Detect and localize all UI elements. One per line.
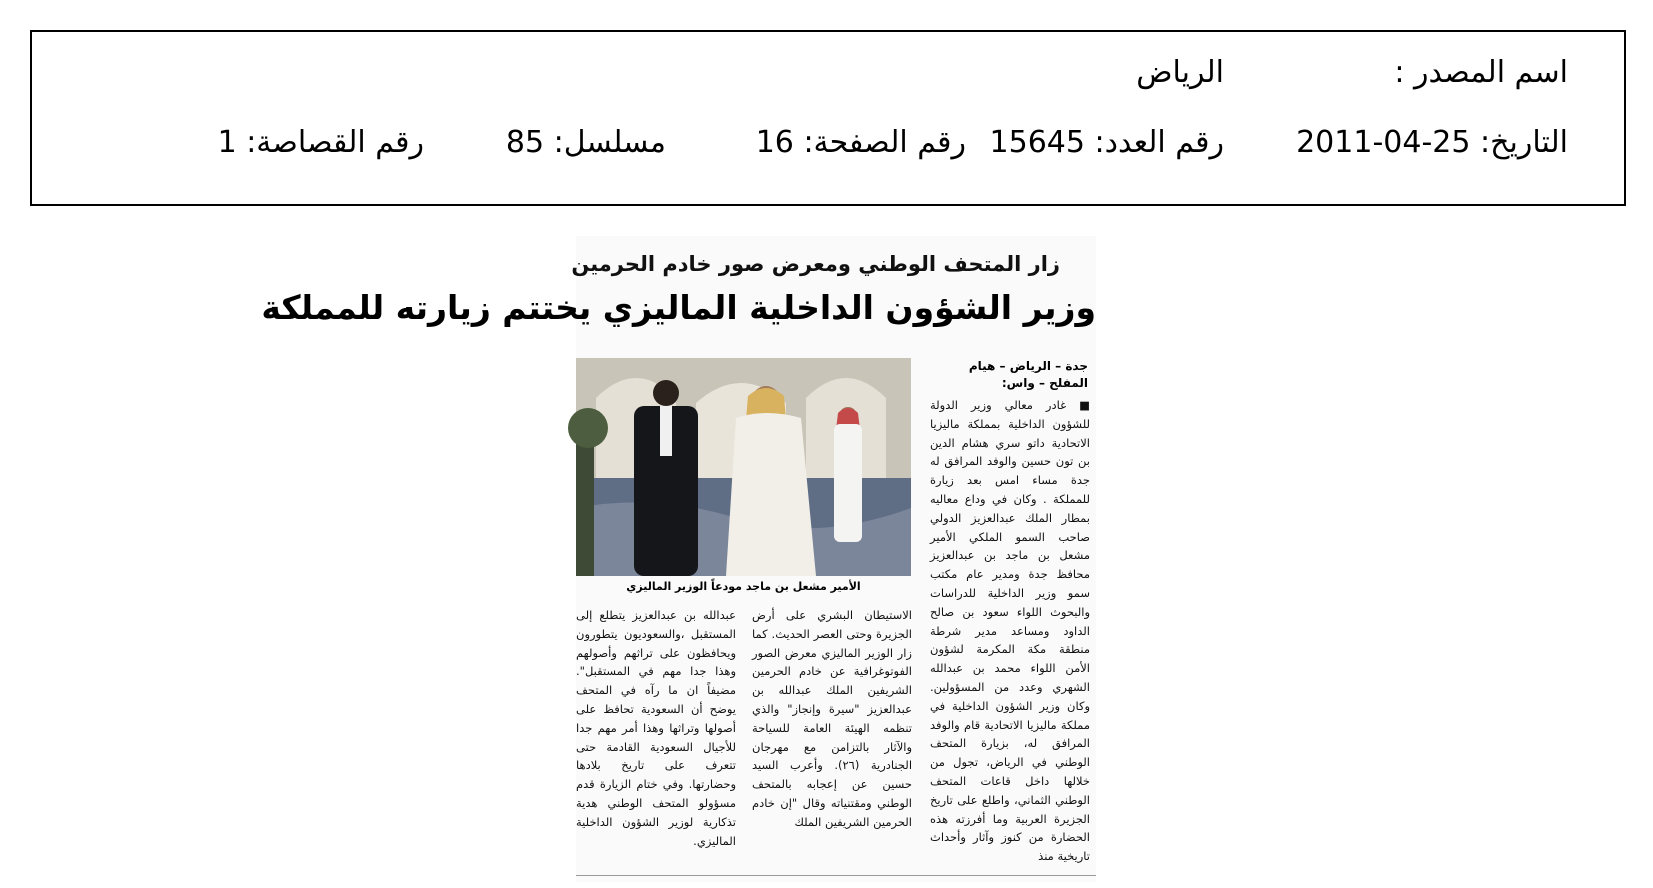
clip-number: رقم القصاصة: 1 (217, 125, 424, 160)
photo-illustration (576, 358, 911, 576)
newspaper-clipping (261, 236, 1096, 882)
source-label: اسم المصدر : (1394, 55, 1568, 90)
page-number: رقم الصفحة: 16 (755, 125, 966, 160)
article-column-middle: الاستيطان البشري على أرض الجزيرة وحتى العصر الحديث. كما زار الوزير الماليزي معرض الصور الفوتوغرافية عن خادم الحرمين الشريفين الملك عبدالله بن عبدالعزيز "سيرة وإنجاز" والذي تنظمه الهيئة العامة للسياحة والآثار بالتزامن مع مهرجان الجنادرية (٢٦). وأعرب السيد حسين عن إعجابه بالمتحف الوطني ومقتنياته وقال "إن خادم الحرمين الشريفين الملك (752, 608, 913, 829)
article-photo (576, 358, 911, 576)
article-byline: جدة – الرياض – هيام المفلح – واس: (968, 359, 1088, 390)
serial-number: مسلسل: 85 (505, 125, 666, 160)
article-column-left: عبدالله بن عبدالعزيز يتطلع إلى المستقبل ،والسعوديون يتطورون ويحافظون على تراثهم وأصولهم وهذا جدا مهم في المستقبل". مضيفاً ان ما رآه في المتحف يوضح أن السعودية تحافظ على أصولها وتراثها وهذا أمر مهم جدا للأجيال السعودية القادمة حتى تتعرف على تاريخ بلادها وحضارتها. وفي ختام الزيارة قدم مسؤولو المتحف الوطني هدية تذكارية لوزير الشؤون الداخلية الماليزي. (576, 608, 736, 848)
article-kicker: زار المتحف الوطني ومعرض صور خادم الحرمين (571, 252, 1060, 276)
issue-number: رقم العدد: 15645 (989, 125, 1224, 160)
source-value: الرياض (1136, 55, 1224, 90)
article-column-right: ■ غادر معالي وزير الدولة للشؤون الداخلية بمملكة ماليزيا الاتحادية داتو سري هشام الدين بن تون حسين والوفد المرافق له جدة مساء امس بعد زيارة للمملكة . وكان في وداع معاليه بمطار الملك عبدالعزيز الدولي صاحب السمو الملكي الأمير مشعل بن ماجد بن عبدالعزيز محافظ جدة ومدير عام مكتب سمو وزير الداخلية للدراسات والبحوث اللواء سعود بن صالح الداود ومساعد مدير شرطة منطقة مكة المكرمة لشؤون الأمن اللواء محمد بن عبدالله الشهري وعدد من المسؤولين. وكان وزير الشؤون الداخلية في مملكة ماليزيا الاتحادية قام والوفد المرافق له، بزيارة المتحف الوطني في الرياض، تجول من خلالها داخل قاعات المتحف الوطني الثماني، واطلع على تاريخ الجزيرة العربية وما أفرزته هذه الحضارة من كنوز وآثار وأحداث تاريخية منذ (930, 398, 1090, 864)
photo-caption: الأمير مشعل بن ماجد مودعاً الوزير الماليزي (626, 580, 861, 593)
date-field: التاريخ: 25-04-2011 (1296, 125, 1568, 160)
article-headline: وزير الشؤون الداخلية الماليزي يختتم زيارته للمملكة (261, 288, 1096, 327)
clipping-info-box (30, 30, 1626, 206)
clip-bottom-rule (576, 875, 1096, 876)
